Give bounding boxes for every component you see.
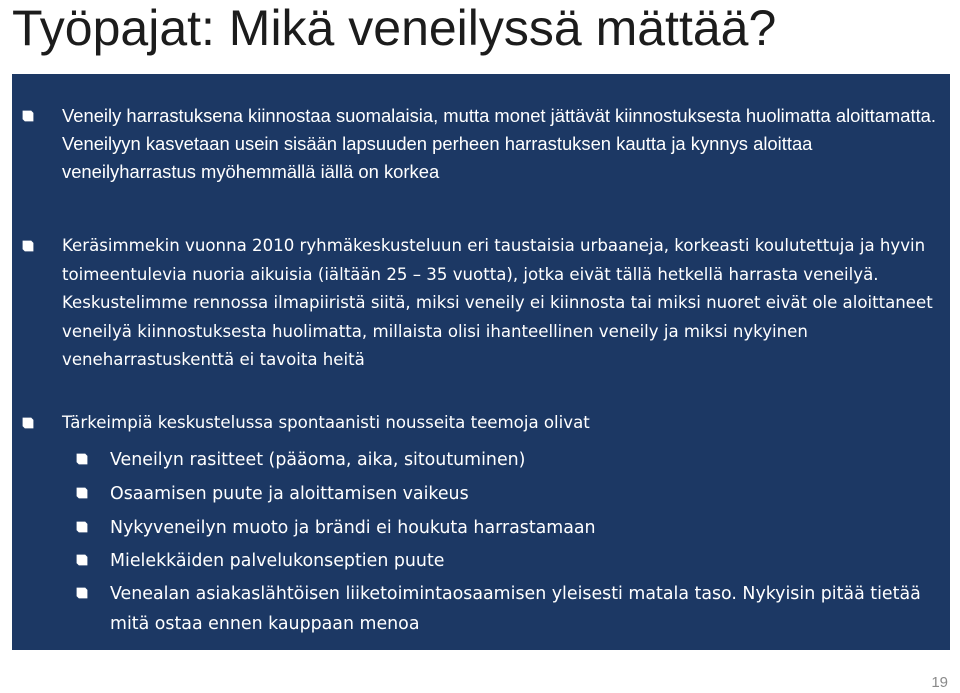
sub-bullet-item-4 <box>76 546 946 576</box>
bullet-item-2 <box>26 232 938 375</box>
page-number: 19 <box>931 674 948 691</box>
square-bullet-icon <box>76 453 86 463</box>
sub-bullet-item-5 <box>76 579 946 639</box>
square-bullet-icon <box>22 110 32 120</box>
bullet-text-1: Veneily harrastuksena kiinnostaa suomalaisia, mutta monet jättävät kiinnostuksesta huolimatta aloittamatta. Veneilyyn kasvetaan usein sisään lapsuuden perheen harrastuksen kautta ja kynnys aloittaa veneilyharrastus myöhemmällä iällä on korkea <box>62 105 937 182</box>
sub-bullet-text-4: Mielekkäiden palvelukonseptien puute <box>110 551 445 571</box>
square-bullet-icon <box>76 554 86 564</box>
bullet-item-1 <box>26 102 938 186</box>
sub-bullet-text-2: Osaamisen puute ja aloittamisen vaikeus <box>110 484 469 504</box>
sub-bullet-item-3 <box>76 513 946 543</box>
content-panel <box>12 74 950 650</box>
square-bullet-icon <box>76 521 86 531</box>
bullet-item-3 <box>26 409 938 438</box>
square-bullet-icon <box>22 240 32 250</box>
square-bullet-icon <box>76 487 86 497</box>
bullet-text-2: Keräsimmekin vuonna 2010 ryhmäkeskusteluun eri taustaisia urbaaneja, korkeasti koulutettuja ja hyvin toimeentulevia nuoria aikuisia (iältään 25 – 35 vuotta), jotka eivät tällä hetkellä harrasta veneilyä. Keskustelimme rennossa ilmapiiristä siitä, miksi veneily ei kiinnosta tai miksi nuoret eivät ole aloittaneet veneilyä kiinnostuksesta huolimatta, millaista olisi ihanteellinen veneily ja miksi nykyinen veneharrastuskenttä ei tavoita heitä <box>62 236 933 369</box>
sub-bullet-item-2 <box>76 479 946 509</box>
square-bullet-icon <box>22 417 32 427</box>
sub-bullet-text-3: Nykyveneilyn muoto ja brändi ei houkuta harrastamaan <box>110 518 596 538</box>
square-bullet-icon <box>76 587 86 597</box>
slide-title: Työpajat: Mikä veneilyssä mättää? <box>12 0 777 56</box>
sub-bullet-text-5: Venealan asiakaslähtöisen liiketoimintaosaamisen yleisesti matala taso. Nykyisin pitää tietää mitä ostaa ennen kauppaan menoa <box>110 584 921 634</box>
sub-bullet-text-1: Veneilyn rasitteet (pääoma, aika, sitoutuminen) <box>110 450 526 470</box>
bullet-text-3: Tärkeimpiä keskustelussa spontaanisti nousseita teemoja olivat <box>62 413 590 432</box>
sub-bullet-item-1 <box>76 445 946 475</box>
